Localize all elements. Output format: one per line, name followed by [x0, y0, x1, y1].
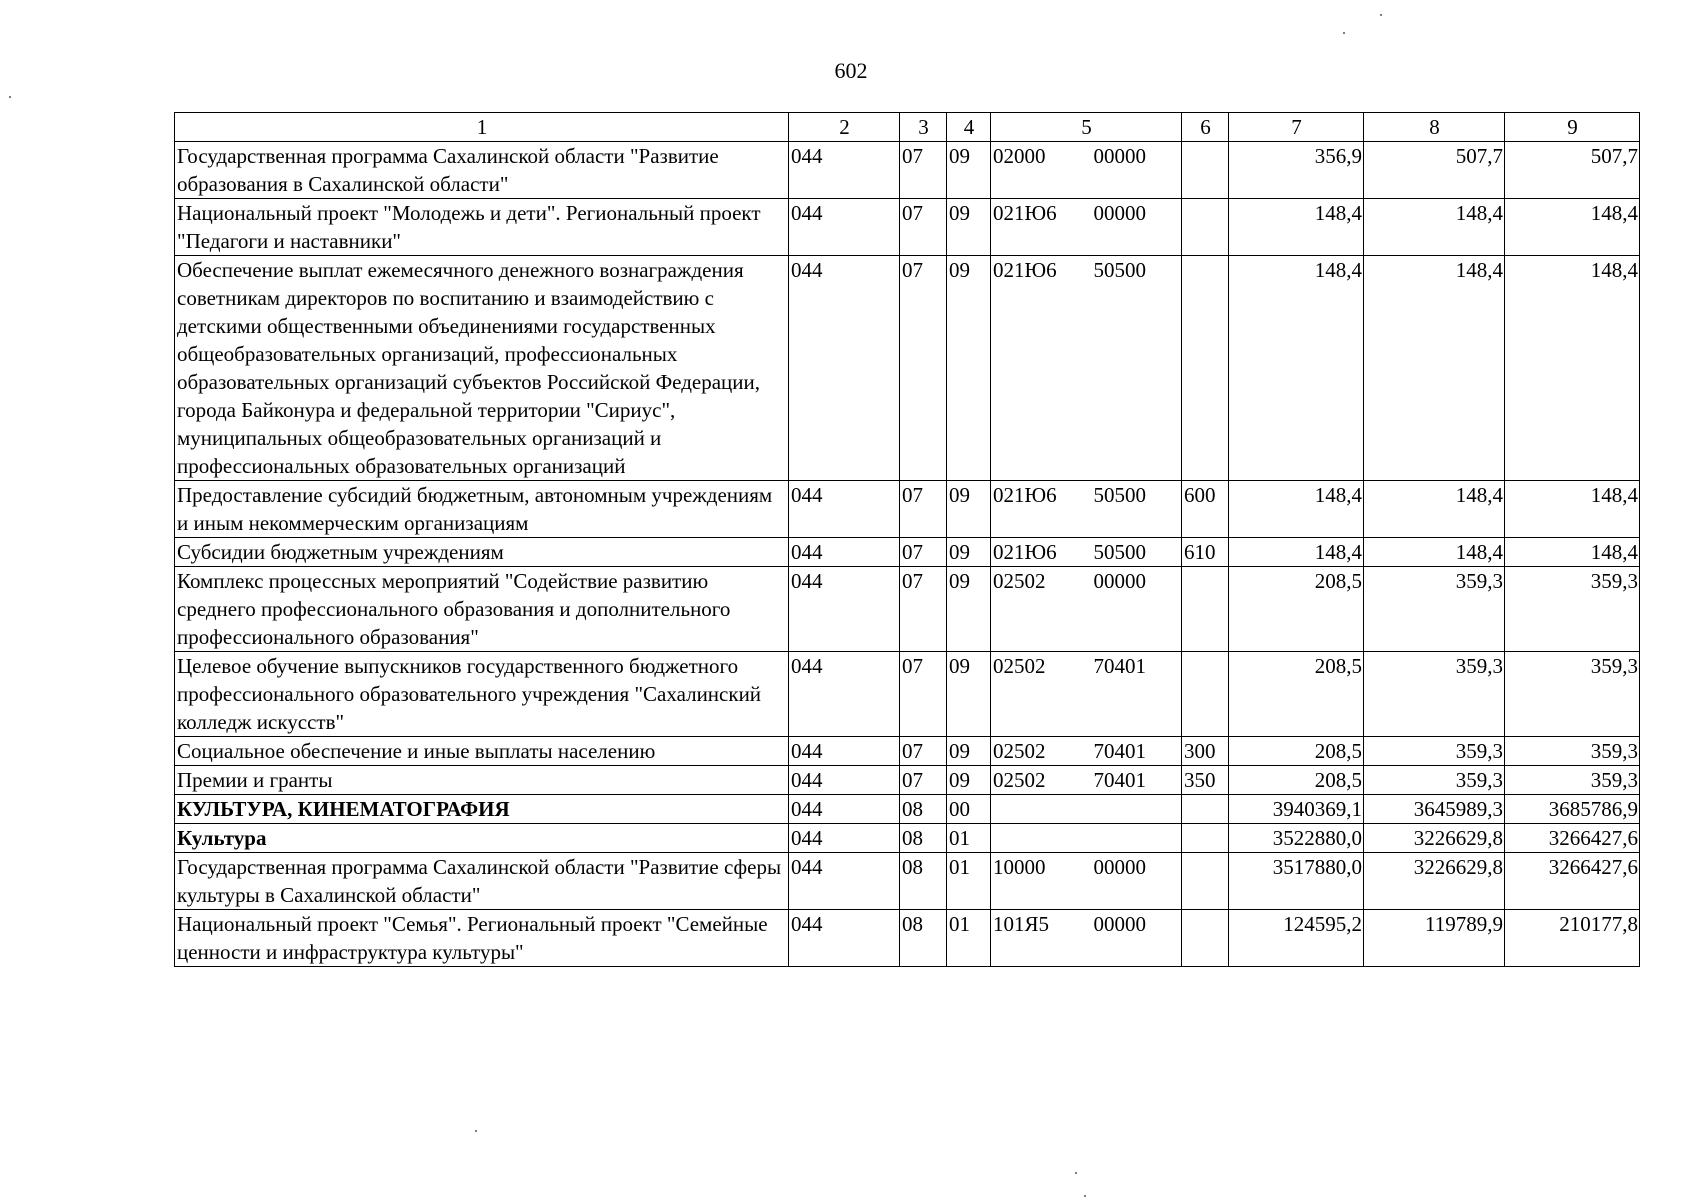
row-pr: 09 — [947, 142, 991, 199]
row-name: Предоставление субсидий бюджетным, автономным учреждениям и иным некоммерческим организациям — [175, 481, 789, 538]
table-row — [175, 199, 1640, 256]
row-amount-col9: 3266427,6 — [1505, 824, 1640, 853]
row-vr — [1182, 853, 1229, 910]
table-row — [175, 824, 1640, 853]
row-tsr-direction: 50500 — [1093, 540, 1146, 564]
row-amount-col8: 507,7 — [1364, 142, 1505, 199]
row-amount-col8: 3226629,8 — [1364, 853, 1505, 910]
row-tsr-program: 10000 — [993, 855, 1046, 879]
row-amount-col9: 507,7 — [1505, 142, 1640, 199]
header-cell-6: 6 — [1182, 113, 1229, 142]
table-row — [175, 567, 1640, 652]
row-amount-col7: 148,4 — [1229, 481, 1364, 538]
row-name: Комплекс процессных мероприятий "Содействие развитию среднего профессионального образования и дополнительного профессионального образования" — [175, 567, 789, 652]
row-tsr — [991, 256, 1182, 481]
row-tsr-direction: 70401 — [1093, 654, 1146, 678]
row-amount-col8: 3226629,8 — [1364, 824, 1505, 853]
row-name: КУЛЬТУРА, КИНЕМАТОГРАФИЯ — [175, 795, 789, 824]
row-pr: 09 — [947, 652, 991, 737]
row-tsr-direction: 70401 — [1093, 739, 1146, 763]
header-cell-7: 7 — [1229, 113, 1364, 142]
table-body — [175, 113, 1640, 967]
header-cell-4: 4 — [947, 113, 991, 142]
row-tsr-direction: 00000 — [1093, 912, 1146, 936]
row-rz: 07 — [900, 142, 947, 199]
row-amount-col8: 359,3 — [1364, 567, 1505, 652]
row-vr: 610 — [1182, 538, 1229, 567]
row-amount-col8: 148,4 — [1364, 481, 1505, 538]
table-row — [175, 481, 1640, 538]
row-tsr — [991, 766, 1182, 795]
row-amount-col9: 210177,8 — [1505, 910, 1640, 967]
row-tsr — [991, 652, 1182, 737]
row-pr: 09 — [947, 538, 991, 567]
row-rz: 07 — [900, 481, 947, 538]
row-vr: 300 — [1182, 737, 1229, 766]
row-tsr-program: 02502 — [993, 739, 1046, 763]
row-name: Культура — [175, 824, 789, 853]
row-gr: 044 — [789, 795, 900, 824]
row-gr: 044 — [789, 652, 900, 737]
row-tsr-program: 02000 — [993, 144, 1046, 168]
row-tsr-direction: 00000 — [1093, 569, 1146, 593]
row-amount-col8: 119789,9 — [1364, 910, 1505, 967]
row-tsr-direction: 00000 — [1093, 855, 1146, 879]
row-pr: 09 — [947, 256, 991, 481]
row-tsr — [991, 824, 1182, 853]
row-amount-col9: 359,3 — [1505, 567, 1640, 652]
row-amount-col9: 359,3 — [1505, 766, 1640, 795]
row-name: Национальный проект "Семья". Региональный проект "Семейные ценности и инфраструктура культуры" — [175, 910, 789, 967]
table-row — [175, 142, 1640, 199]
row-tsr — [991, 910, 1182, 967]
row-vr — [1182, 795, 1229, 824]
row-gr: 044 — [789, 737, 900, 766]
row-tsr-program: 02502 — [993, 569, 1046, 593]
row-tsr-direction: 50500 — [1093, 258, 1146, 282]
row-rz: 07 — [900, 652, 947, 737]
row-amount-col8: 359,3 — [1364, 652, 1505, 737]
row-amount-col8: 148,4 — [1364, 199, 1505, 256]
header-cell-2: 2 — [789, 113, 900, 142]
row-vr — [1182, 910, 1229, 967]
header-cell-9: 9 — [1505, 113, 1640, 142]
scan-speck — [1084, 1195, 1086, 1197]
row-vr — [1182, 567, 1229, 652]
row-amount-col7: 3522880,0 — [1229, 824, 1364, 853]
row-tsr-direction: 50500 — [1093, 483, 1146, 507]
row-amount-col8: 3645989,3 — [1364, 795, 1505, 824]
row-name: Национальный проект "Молодежь и дети". Региональный проект "Педагоги и наставники" — [175, 199, 789, 256]
row-rz: 08 — [900, 910, 947, 967]
row-amount-col7: 208,5 — [1229, 652, 1364, 737]
row-rz: 07 — [900, 766, 947, 795]
row-amount-col7: 148,4 — [1229, 256, 1364, 481]
row-amount-col9: 148,4 — [1505, 199, 1640, 256]
header-cell-5: 5 — [991, 113, 1182, 142]
row-pr: 09 — [947, 567, 991, 652]
row-gr: 044 — [789, 199, 900, 256]
row-amount-col7: 148,4 — [1229, 538, 1364, 567]
row-amount-col7: 3940369,1 — [1229, 795, 1364, 824]
row-tsr-program: 021Ю6 — [993, 201, 1057, 225]
row-gr: 044 — [789, 142, 900, 199]
row-rz: 07 — [900, 737, 947, 766]
row-name: Государственная программа Сахалинской области "Развитие сферы культуры в Сахалинской области" — [175, 853, 789, 910]
row-amount-col7: 148,4 — [1229, 199, 1364, 256]
row-tsr — [991, 538, 1182, 567]
table-row — [175, 795, 1640, 824]
table-header-row — [175, 113, 1640, 142]
row-vr: 350 — [1182, 766, 1229, 795]
row-gr: 044 — [789, 766, 900, 795]
row-tsr-direction: 00000 — [1093, 144, 1146, 168]
table-row — [175, 737, 1640, 766]
row-gr: 044 — [789, 910, 900, 967]
row-amount-col7: 124595,2 — [1229, 910, 1364, 967]
header-cell-1: 1 — [175, 113, 789, 142]
row-vr — [1182, 199, 1229, 256]
row-tsr — [991, 142, 1182, 199]
row-vr — [1182, 824, 1229, 853]
row-pr: 09 — [947, 766, 991, 795]
row-amount-col7: 208,5 — [1229, 567, 1364, 652]
row-pr: 01 — [947, 824, 991, 853]
row-vr: 600 — [1182, 481, 1229, 538]
row-amount-col9: 3266427,6 — [1505, 853, 1640, 910]
table-row — [175, 910, 1640, 967]
header-cell-8: 8 — [1364, 113, 1505, 142]
row-tsr-direction: 00000 — [1093, 201, 1146, 225]
row-amount-col8: 359,3 — [1364, 766, 1505, 795]
row-amount-col9: 3685786,9 — [1505, 795, 1640, 824]
row-amount-col7: 208,5 — [1229, 766, 1364, 795]
row-pr: 09 — [947, 737, 991, 766]
row-gr: 044 — [789, 481, 900, 538]
row-tsr — [991, 737, 1182, 766]
row-tsr-program: 021Ю6 — [993, 258, 1057, 282]
row-vr — [1182, 256, 1229, 481]
row-tsr-program: 02502 — [993, 768, 1046, 792]
row-amount-col9: 148,4 — [1505, 256, 1640, 481]
row-tsr-program: 02502 — [993, 654, 1046, 678]
row-rz: 07 — [900, 256, 947, 481]
scan-speck — [1075, 1172, 1077, 1174]
scan-speck — [475, 1130, 477, 1132]
row-gr: 044 — [789, 853, 900, 910]
row-rz: 07 — [900, 538, 947, 567]
row-gr: 044 — [789, 256, 900, 481]
row-tsr — [991, 853, 1182, 910]
budget-table — [174, 112, 1640, 967]
table-row — [175, 766, 1640, 795]
row-tsr-program: 021Ю6 — [993, 540, 1057, 564]
row-gr: 044 — [789, 567, 900, 652]
row-rz: 07 — [900, 567, 947, 652]
row-amount-col7: 208,5 — [1229, 737, 1364, 766]
table-row — [175, 256, 1640, 481]
row-pr: 01 — [947, 910, 991, 967]
row-amount-col9: 148,4 — [1505, 481, 1640, 538]
row-tsr — [991, 567, 1182, 652]
row-name: Субсидии бюджетным учреждениям — [175, 538, 789, 567]
row-pr: 00 — [947, 795, 991, 824]
row-vr — [1182, 142, 1229, 199]
row-pr: 09 — [947, 199, 991, 256]
row-rz: 08 — [900, 795, 947, 824]
row-amount-col9: 359,3 — [1505, 652, 1640, 737]
row-name: Социальное обеспечение и иные выплаты населению — [175, 737, 789, 766]
row-amount-col8: 359,3 — [1364, 737, 1505, 766]
row-amount-col8: 148,4 — [1364, 538, 1505, 567]
row-rz: 08 — [900, 853, 947, 910]
row-gr: 044 — [789, 824, 900, 853]
row-vr — [1182, 652, 1229, 737]
scan-speck — [1343, 32, 1345, 34]
row-tsr-program: 021Ю6 — [993, 483, 1057, 507]
row-name: Обеспечение выплат ежемесячного денежного вознаграждения советникам директоров по воспитанию и взаимодействию с детскими общественными объединениями государственных общеобразовательных организаций, профессиональных образовательных организаций субъектов Российской Федерации, города Байконура и федеральной территории "Сириус", муниципальных общеобразовательных организаций и профессиональных образовательных организаций — [175, 256, 789, 481]
scan-speck — [1380, 14, 1382, 16]
row-name: Премии и гранты — [175, 766, 789, 795]
row-tsr-program: 101Я5 — [993, 912, 1050, 936]
row-name: Государственная программа Сахалинской области "Развитие образования в Сахалинской области" — [175, 142, 789, 199]
row-pr: 01 — [947, 853, 991, 910]
row-name: Целевое обучение выпускников государственного бюджетного профессионального образовательного учреждения "Сахалинский колледж искусств" — [175, 652, 789, 737]
row-gr: 044 — [789, 538, 900, 567]
table-row — [175, 538, 1640, 567]
header-cell-3: 3 — [900, 113, 947, 142]
row-amount-col7: 356,9 — [1229, 142, 1364, 199]
row-pr: 09 — [947, 481, 991, 538]
row-tsr — [991, 199, 1182, 256]
row-tsr — [991, 795, 1182, 824]
row-amount-col7: 3517880,0 — [1229, 853, 1364, 910]
row-amount-col8: 148,4 — [1364, 256, 1505, 481]
row-rz: 07 — [900, 199, 947, 256]
page-number: 602 — [834, 58, 868, 83]
row-amount-col9: 148,4 — [1505, 538, 1640, 567]
table-row — [175, 853, 1640, 910]
scan-speck — [9, 96, 11, 98]
row-amount-col9: 359,3 — [1505, 737, 1640, 766]
row-tsr — [991, 481, 1182, 538]
row-tsr-direction: 70401 — [1093, 768, 1146, 792]
table-row — [175, 652, 1640, 737]
row-rz: 08 — [900, 824, 947, 853]
